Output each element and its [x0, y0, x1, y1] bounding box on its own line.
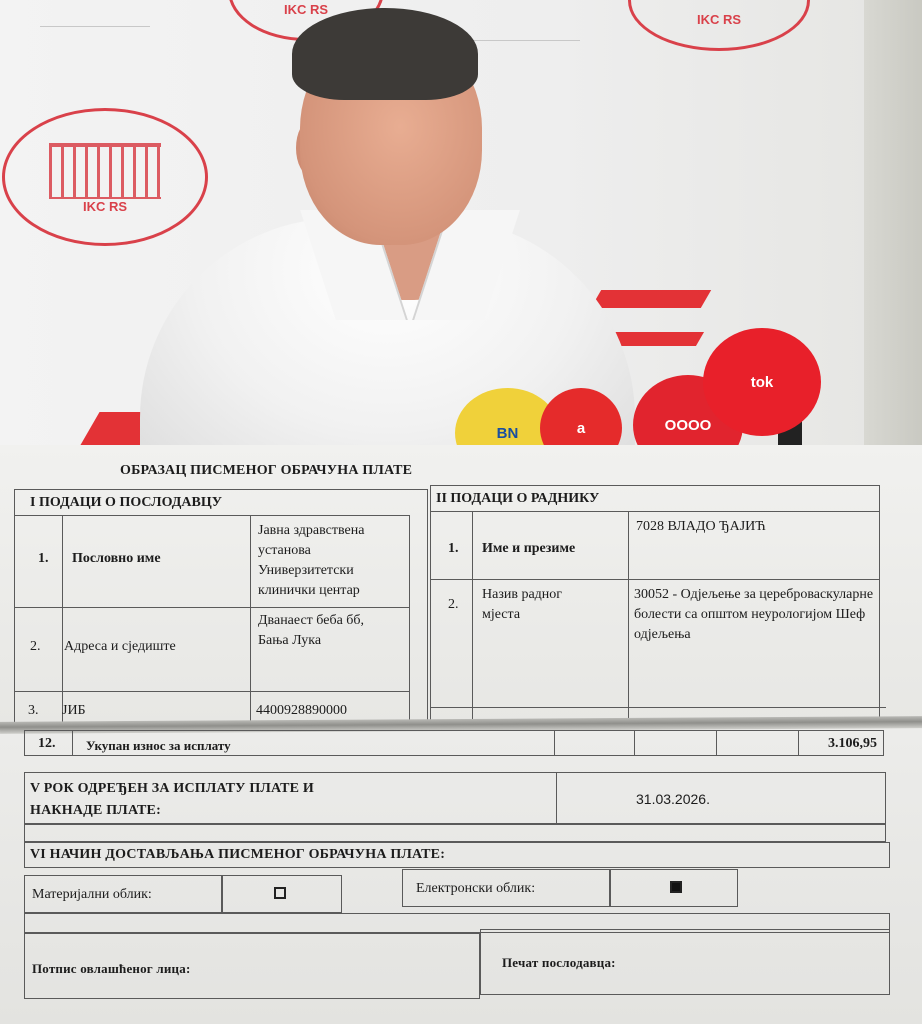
section5-divider — [556, 772, 557, 824]
form-title: ОБРАЗАЦ ПИСМЕНОГ ОБРАЧУНА ПЛАТЕ — [120, 463, 413, 478]
section2-row1-num: 1. — [448, 541, 459, 556]
section1-col-num — [62, 515, 63, 729]
red-swoosh — [591, 290, 711, 308]
backdrop-small-text-left — [40, 26, 150, 53]
ukc-logo-top: IKC RS — [228, 0, 384, 41]
section1-row1-num: 1. — [38, 551, 49, 566]
total-row-divider — [716, 730, 717, 756]
section1-row1-value: Јавна здравствена установа Универзитетски клинички центар — [258, 523, 365, 598]
section5-heading-line1: V РОК ОДРЕЂЕН ЗА ИСПЛАТУ ПЛАТЕ И — [30, 781, 314, 796]
salary-statement-document — [0, 445, 922, 1024]
speaker-hair — [292, 8, 478, 100]
section2-row2-label: Назив радног мјеста — [482, 587, 563, 622]
total-row-divider — [634, 730, 635, 756]
section2-row1-value: 7028 ВЛАДО ЂАЈИЋ — [636, 519, 766, 534]
press-conference-photo — [0, 0, 922, 445]
section1-row2-num: 2. — [30, 639, 41, 654]
section2-row2-num: 2. — [448, 597, 459, 612]
signature-label: Потпис овлашћеног лица: — [32, 961, 191, 976]
total-row-label: Укупан износ за исплату — [86, 738, 231, 753]
microphone-red-a: a — [540, 388, 622, 445]
ukc-logo-left: IKC RS — [2, 108, 208, 246]
microphone-red-tok: tok — [703, 328, 821, 436]
section1-row-rule — [14, 691, 410, 692]
stamp-label: Печат послодавца: — [502, 955, 616, 970]
section1-row2-label: Адреса и сједиште — [64, 639, 176, 654]
section1-row3-value: 4400928890000 — [256, 703, 347, 718]
section2-heading: II ПОДАЦИ О РАДНИКУ — [436, 491, 600, 506]
microphone-yellow: BN — [455, 388, 560, 445]
section1-row-rule — [14, 607, 410, 608]
section2-heading-rule — [430, 511, 880, 512]
section1-row2-value: Дванаест беба бб, Бања Лука — [258, 613, 365, 648]
ukc-logo-top-right: IKC RS — [628, 0, 810, 51]
total-row-divider — [72, 730, 73, 756]
material-form-label: Материјални облик: — [32, 887, 152, 902]
spacer-row — [24, 824, 886, 842]
section2-row1-label: Име и презиме — [482, 541, 576, 556]
backdrop-small-text-right — [470, 40, 580, 67]
total-row-divider — [554, 730, 555, 756]
total-amount: 3.106,95 — [828, 736, 877, 751]
total-row-num: 12. — [38, 736, 56, 751]
section1-row3-label: ЈИБ — [62, 703, 86, 718]
wall-pillar — [864, 0, 922, 445]
section5-heading-line2: НАКНАДЕ ПЛАТЕ: — [30, 803, 161, 818]
material-form-checkbox[interactable] — [274, 887, 286, 899]
section2-col-value — [628, 511, 629, 725]
section2-row2-value: 30052 - Одјељење за цереброваскуларне болести са општом неурологијом Шеф одјељења — [634, 587, 874, 642]
section1-row1-label: Пословно име — [72, 551, 161, 566]
section1-heading: I ПОДАЦИ О ПОСЛОДАВЦУ — [30, 495, 223, 510]
electronic-form-checkbox[interactable] — [670, 881, 682, 893]
section2-col-num — [472, 511, 473, 725]
section6-heading: VI НАЧИН ДОСТАВЉАЊА ПИСМЕНОГ ОБРАЧУНА ПЛАТЕ: — [30, 847, 446, 862]
electronic-form-label: Електронски облик: — [416, 881, 536, 896]
section2-row-rule — [430, 579, 880, 580]
section1-row3-num: 3. — [28, 703, 39, 718]
section2-row-rule — [430, 707, 886, 708]
payment-deadline-date: 31.03.2026. — [636, 791, 710, 807]
microphone-red-middle: OOOO — [633, 375, 743, 445]
total-row-divider — [798, 730, 799, 756]
